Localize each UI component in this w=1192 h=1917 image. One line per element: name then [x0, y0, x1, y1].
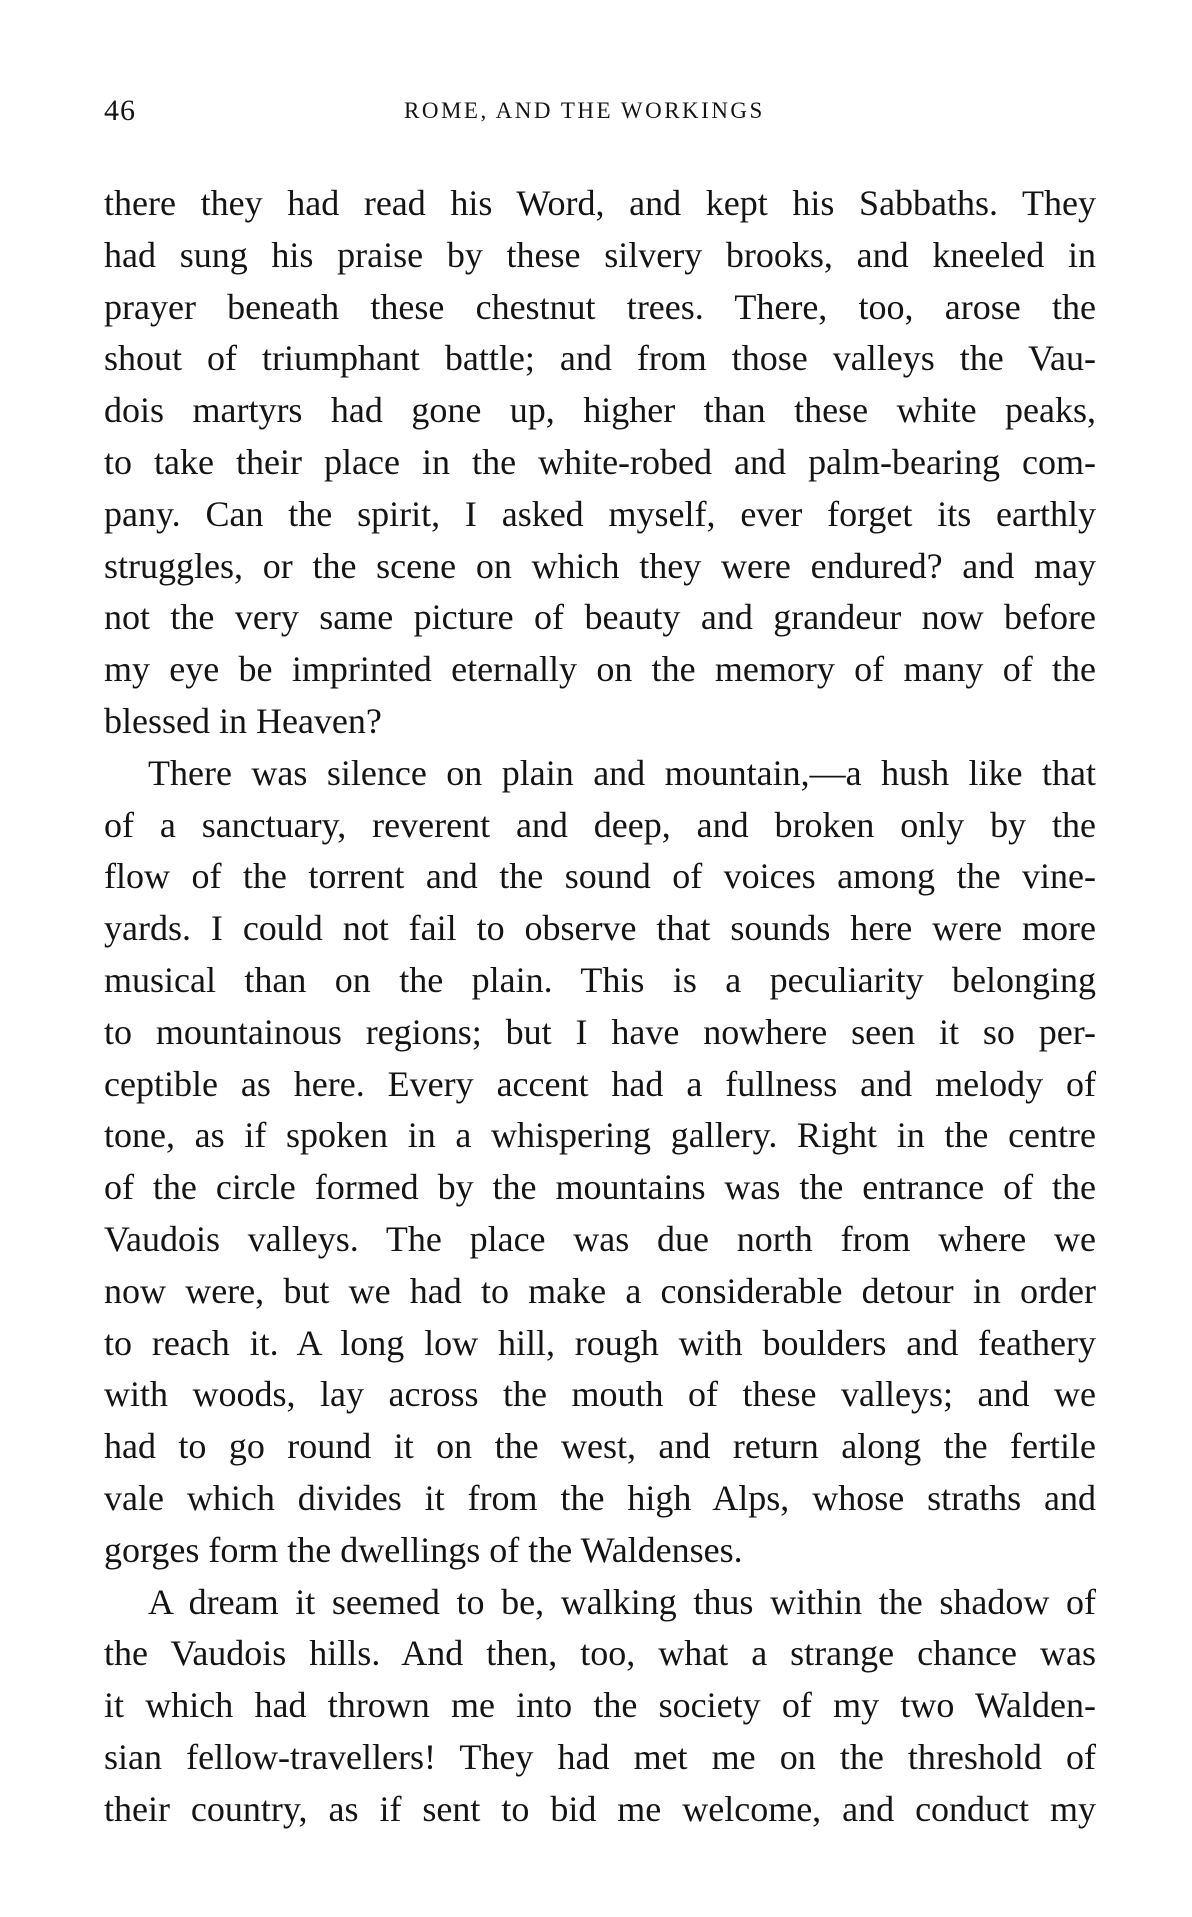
text-line: shout of triumphant battle; and from those valleys the Vau- [104, 338, 1096, 379]
text-line: There was silence on plain and mountain,—a hush like that [148, 752, 1096, 793]
paragraph [104, 1577, 1096, 1836]
text-line: ceptible as here. Every accent had a fullness and melody of [104, 1063, 1096, 1104]
text-line: not the very same picture of beauty and grandeur now before [104, 597, 1096, 638]
text-line: had sung his praise by these silvery brooks, and kneeled in [104, 234, 1096, 275]
text-line: musical than on the plain. This is a peculiarity belonging [104, 959, 1096, 1000]
text-line: had to go round it on the west, and return along the fertile [104, 1426, 1096, 1467]
text-line: to reach it. A long low hill, rough with boulders and feathery [104, 1322, 1096, 1363]
text-line: of the circle formed by the mountains was the entrance of the [104, 1167, 1096, 1208]
text-line: A dream it seemed to be, walking thus within the shadow of [148, 1581, 1096, 1622]
text-line: their country, as if sent to bid me welcome, and conduct my [104, 1788, 1096, 1829]
running-head [104, 94, 1104, 130]
page-number: 46 [104, 94, 136, 127]
text-line: tone, as if spoken in a whispering gallery. Right in the centre [104, 1115, 1096, 1156]
text-line: pany. Can the spirit, I asked myself, ever forget its earthly [104, 493, 1096, 534]
text-line: struggles, or the scene on which they were endured? and may [104, 545, 1096, 586]
text-line: dois martyrs had gone up, higher than these white peaks, [104, 390, 1096, 431]
text-line: gorges form the dwellings of the Waldenses. [104, 1529, 743, 1570]
text-line: to take their place in the white-robed and palm-bearing com- [104, 441, 1096, 482]
text-line: there they had read his Word, and kept his Sabbaths. They [104, 183, 1096, 223]
text-line: it which had thrown me into the society of my two Walden- [104, 1685, 1096, 1726]
paragraph [104, 178, 1096, 748]
text-line: yards. I could not fail to observe that sounds here were more [104, 908, 1096, 949]
text-line: to mountainous regions; but I have nowhere seen it so per- [104, 1011, 1096, 1052]
text-line: with woods, lay across the mouth of these valleys; and we [104, 1374, 1096, 1415]
text-line: the Vaudois hills. And then, too, what a strange chance was [104, 1633, 1096, 1674]
text-line: now were, but we had to make a considerable detour in order [104, 1270, 1096, 1311]
text-line: sian fellow-travellers! They had met me on the threshold of [104, 1736, 1096, 1777]
text-line: vale which divides it from the high Alps, whose straths and [104, 1477, 1096, 1518]
text-line: of a sanctuary, reverent and deep, and broken only by the [104, 804, 1096, 845]
text-line: blessed in Heaven? [104, 700, 382, 741]
body-text [104, 178, 1096, 1836]
paragraph [104, 748, 1096, 1577]
text-line: flow of the torrent and the sound of voices among the vine- [104, 856, 1096, 897]
text-line: prayer beneath these chestnut trees. There, too, arose the [104, 286, 1096, 327]
text-line: Vaudois valleys. The place was due north from where we [104, 1218, 1096, 1259]
running-title: ROME, AND THE WORKINGS [404, 98, 765, 123]
text-line: my eye be imprinted eternally on the memory of many of the [104, 649, 1096, 690]
